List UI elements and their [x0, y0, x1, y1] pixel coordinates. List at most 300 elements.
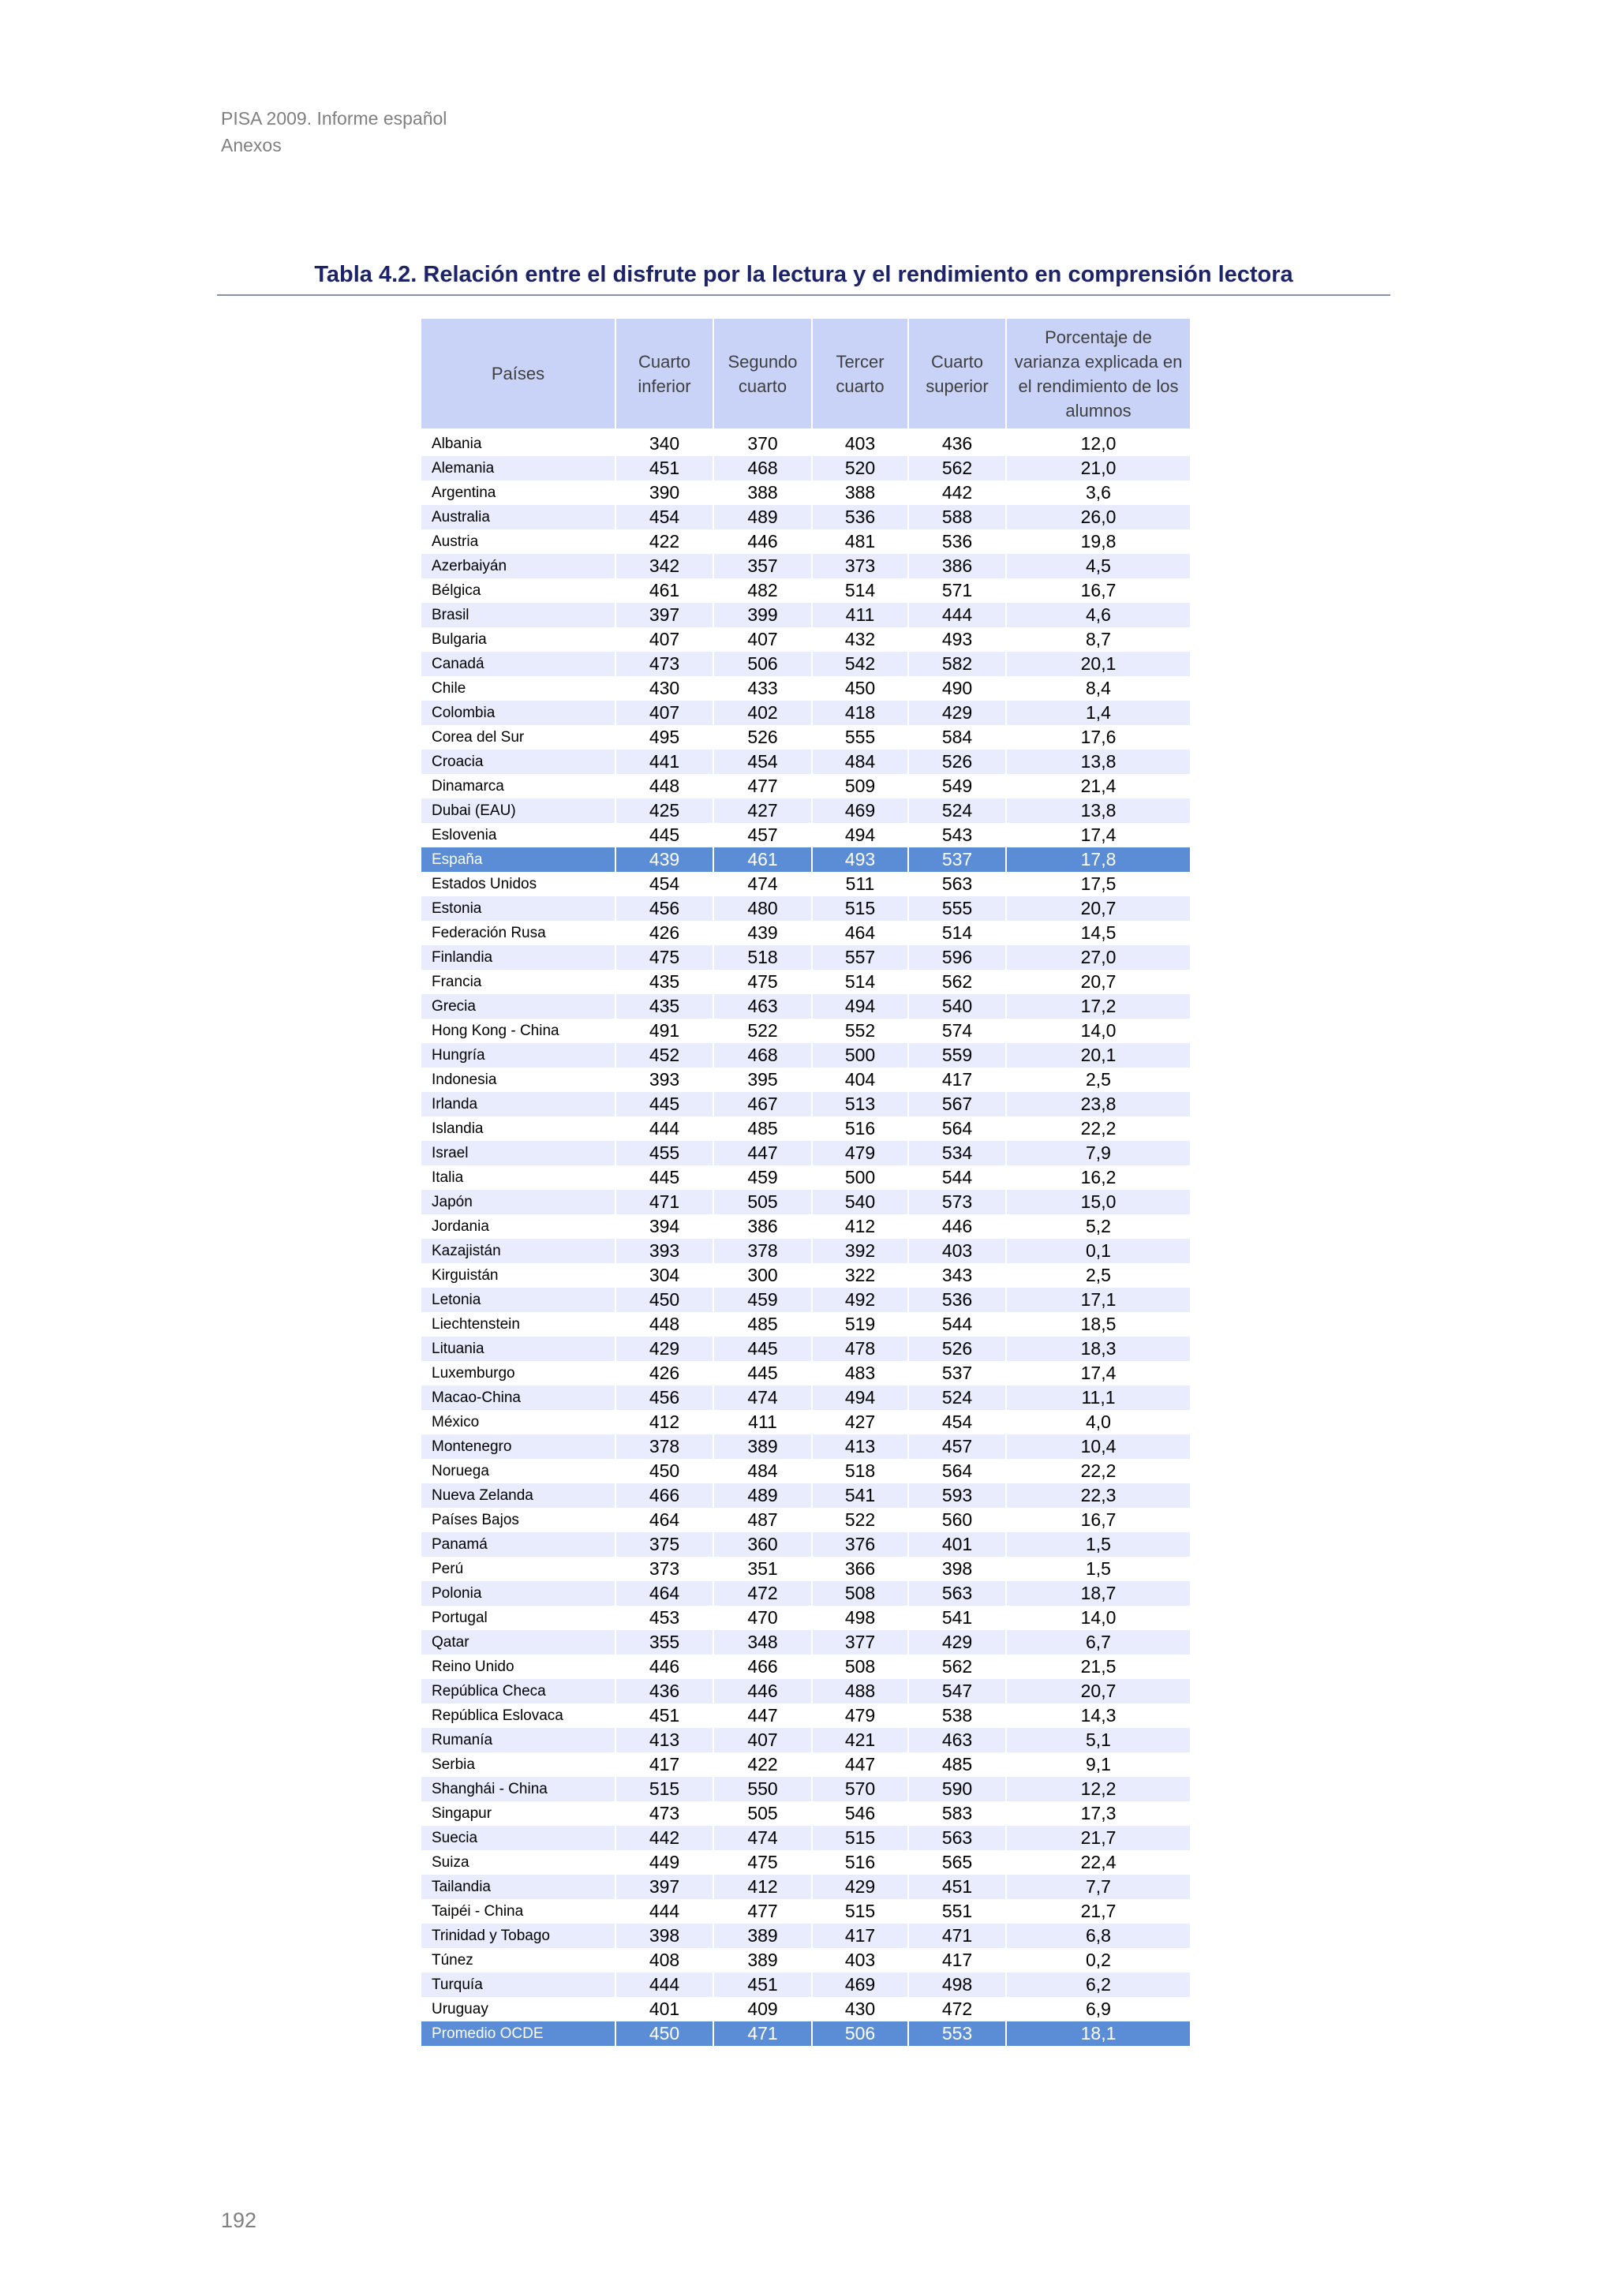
country-cell: Japón	[421, 1190, 616, 1214]
tercer-cuarto-cell: 469	[813, 798, 909, 823]
segundo-cuarto-cell: 389	[714, 1924, 813, 1948]
country-cell: Perú	[421, 1557, 616, 1581]
cuarto-inferior-cell: 444	[616, 1973, 714, 1997]
cuarto-superior-cell: 565	[909, 1850, 1007, 1875]
tercer-cuarto-cell: 488	[813, 1679, 909, 1703]
country-cell: Francia	[421, 970, 616, 994]
table-row	[421, 1581, 1190, 1606]
tercer-cuarto-cell: 515	[813, 1826, 909, 1850]
country-cell: Nueva Zelanda	[421, 1483, 616, 1508]
porcentaje-varianza-cell: 27,0	[1080, 947, 1117, 967]
tercer-cuarto-cell: 403	[813, 1948, 909, 1973]
tercer-cuarto-cell: 479	[813, 1703, 909, 1728]
cuarto-superior-cell: 553	[909, 2021, 1007, 2046]
country-cell: Israel	[421, 1141, 616, 1165]
segundo-cuarto-cell: 399	[714, 603, 813, 627]
porcentaje-varianza-cell: 14,3	[1080, 1705, 1117, 1726]
cuarto-superior-cell: 562	[909, 970, 1007, 994]
porcentaje-varianza-cell: 16,7	[1080, 1509, 1117, 1530]
porcentaje-varianza-cell: 17,2	[1080, 996, 1117, 1016]
cuarto-inferior-cell: 445	[616, 1092, 714, 1116]
tercer-cuarto-cell: 388	[813, 481, 909, 505]
cuarto-inferior-cell: 439	[616, 847, 714, 872]
country-cell: Albania	[421, 432, 616, 456]
porcentaje-varianza-cell: 14,5	[1080, 922, 1117, 943]
cuarto-inferior-cell: 450	[616, 1459, 714, 1483]
tercer-cuarto-cell: 427	[813, 1410, 909, 1434]
cuarto-superior-cell: 574	[909, 1019, 1007, 1043]
porcentaje-varianza-cell: 8,4	[1086, 678, 1111, 698]
cuarto-superior-cell: 417	[909, 1948, 1007, 1973]
table-row	[421, 1924, 1190, 1948]
porcentaje-varianza-cell: 22,2	[1080, 1118, 1117, 1139]
cuarto-inferior-cell: 342	[616, 554, 714, 578]
segundo-cuarto-cell: 477	[714, 774, 813, 798]
table-row	[421, 872, 1190, 896]
cuarto-inferior-cell: 375	[616, 1532, 714, 1557]
country-cell: Reino Unido	[421, 1655, 616, 1679]
segundo-cuarto-cell: 474	[714, 1385, 813, 1410]
segundo-cuarto-cell: 461	[714, 847, 813, 872]
tercer-cuarto-cell: 516	[813, 1116, 909, 1141]
segundo-cuarto-cell: 300	[714, 1263, 813, 1288]
table-row	[421, 1703, 1190, 1728]
cuarto-inferior-cell: 461	[616, 578, 714, 603]
porcentaje-varianza-cell: 0,2	[1086, 1950, 1111, 1970]
cuarto-inferior-cell: 408	[616, 1948, 714, 1973]
porcentaje-varianza-cell: 15,0	[1080, 1191, 1117, 1212]
segundo-cuarto-cell: 412	[714, 1875, 813, 1899]
table-row	[421, 1875, 1190, 1899]
cuarto-superior-cell: 588	[909, 505, 1007, 529]
segundo-cuarto-cell: 474	[714, 1826, 813, 1850]
table-row	[421, 1288, 1190, 1312]
country-cell: Australia	[421, 505, 616, 529]
table-row	[421, 1361, 1190, 1385]
segundo-cuarto-cell: 487	[714, 1508, 813, 1532]
country-cell: Croacia	[421, 750, 616, 774]
tercer-cuarto-cell: 557	[813, 945, 909, 970]
cuarto-superior-cell: 534	[909, 1141, 1007, 1165]
country-cell: Canadá	[421, 652, 616, 676]
porcentaje-varianza-cell: 1,5	[1086, 1534, 1111, 1554]
table-row	[421, 456, 1190, 481]
segundo-cuarto-cell: 446	[714, 1679, 813, 1703]
porcentaje-varianza-cell: 14,0	[1080, 1020, 1117, 1041]
country-cell: Serbia	[421, 1752, 616, 1777]
porcentaje-varianza-cell: 26,0	[1080, 507, 1117, 527]
cuarto-superior-cell: 429	[909, 1630, 1007, 1655]
tercer-cuarto-cell: 498	[813, 1606, 909, 1630]
segundo-cuarto-cell: 407	[714, 1728, 813, 1752]
tercer-cuarto-cell: 509	[813, 774, 909, 798]
table-row	[421, 1043, 1190, 1068]
cuarto-superior-cell: 417	[909, 1068, 1007, 1092]
tercer-cuarto-cell: 500	[813, 1165, 909, 1190]
segundo-cuarto-cell: 468	[714, 1043, 813, 1068]
tercer-cuarto-cell: 418	[813, 701, 909, 725]
segundo-cuarto-cell: 360	[714, 1532, 813, 1557]
table-row	[421, 1165, 1190, 1190]
table-row	[421, 701, 1190, 725]
porcentaje-varianza-cell: 18,5	[1080, 1314, 1117, 1334]
table-row	[421, 994, 1190, 1019]
cuarto-inferior-cell: 444	[616, 1899, 714, 1924]
segundo-cuarto-cell: 389	[714, 1948, 813, 1973]
cuarto-inferior-cell: 426	[616, 921, 714, 945]
porcentaje-varianza-cell: 1,4	[1086, 702, 1111, 723]
porcentaje-varianza-cell: 17,4	[1080, 1363, 1117, 1383]
tercer-cuarto-cell: 469	[813, 1973, 909, 1997]
table-row	[421, 970, 1190, 994]
table-row	[421, 1997, 1190, 2021]
segundo-cuarto-cell: 411	[714, 1410, 813, 1434]
porcentaje-varianza-cell: 21,7	[1080, 1827, 1117, 1848]
cuarto-inferior-cell: 355	[616, 1630, 714, 1655]
cuarto-inferior-cell: 393	[616, 1068, 714, 1092]
cuarto-superior-cell: 562	[909, 456, 1007, 481]
table-row	[421, 529, 1190, 554]
porcentaje-varianza-cell: 18,1	[1080, 2023, 1117, 2044]
country-cell: República Checa	[421, 1679, 616, 1703]
country-cell: Trinidad y Tobago	[421, 1924, 616, 1948]
table-row	[421, 1337, 1190, 1361]
segundo-cuarto-cell: 389	[714, 1434, 813, 1459]
table-row	[421, 1116, 1190, 1141]
table-row	[421, 676, 1190, 701]
table-row	[421, 798, 1190, 823]
table-row	[421, 481, 1190, 505]
country-cell: Dubai (EAU)	[421, 798, 616, 823]
cuarto-superior-cell: 543	[909, 823, 1007, 847]
tercer-cuarto-cell: 522	[813, 1508, 909, 1532]
table-row	[421, 1141, 1190, 1165]
tercer-cuarto-cell: 494	[813, 823, 909, 847]
table-row	[421, 432, 1190, 456]
tercer-cuarto-cell: 514	[813, 970, 909, 994]
cuarto-inferior-cell: 473	[616, 1801, 714, 1826]
tercer-cuarto-cell: 481	[813, 529, 909, 554]
tercer-cuarto-cell: 541	[813, 1483, 909, 1508]
tercer-cuarto-cell: 540	[813, 1190, 909, 1214]
table-row	[421, 1630, 1190, 1655]
segundo-cuarto-cell: 370	[714, 432, 813, 456]
cuarto-superior-cell: 524	[909, 1385, 1007, 1410]
porcentaje-varianza-cell: 21,7	[1080, 1901, 1117, 1921]
cuarto-inferior-cell: 466	[616, 1483, 714, 1508]
tercer-cuarto-cell: 417	[813, 1924, 909, 1948]
country-cell: Estados Unidos	[421, 872, 616, 896]
cuarto-superior-cell: 563	[909, 1826, 1007, 1850]
segundo-cuarto-cell: 409	[714, 1997, 813, 2021]
porcentaje-varianza-cell: 22,2	[1080, 1460, 1117, 1481]
porcentaje-varianza-cell: 10,4	[1080, 1436, 1117, 1457]
porcentaje-varianza-cell: 22,3	[1080, 1485, 1117, 1505]
tercer-cuarto-cell: 492	[813, 1288, 909, 1312]
segundo-cuarto-cell: 471	[714, 2021, 813, 2046]
segundo-cuarto-cell: 439	[714, 921, 813, 945]
cuarto-superior-cell: 584	[909, 725, 1007, 750]
table-row	[421, 1801, 1190, 1826]
cuarto-inferior-cell: 491	[616, 1019, 714, 1043]
table-row	[421, 603, 1190, 627]
tercer-cuarto-cell: 447	[813, 1752, 909, 1777]
country-cell: Federación Rusa	[421, 921, 616, 945]
country-cell: Hungría	[421, 1043, 616, 1068]
cuarto-inferior-cell: 401	[616, 1997, 714, 2021]
porcentaje-varianza-cell: 6,9	[1086, 1999, 1111, 2019]
cuarto-superior-cell: 537	[909, 847, 1007, 872]
cuarto-inferior-cell: 451	[616, 1703, 714, 1728]
cuarto-inferior-cell: 373	[616, 1557, 714, 1581]
cuarto-superior-cell: 583	[909, 1801, 1007, 1826]
country-cell: Macao-China	[421, 1385, 616, 1410]
porcentaje-varianza-cell: 17,5	[1080, 873, 1117, 894]
cuarto-inferior-cell: 412	[616, 1410, 714, 1434]
country-cell: Singapur	[421, 1801, 616, 1826]
tercer-cuarto-cell: 478	[813, 1337, 909, 1361]
country-cell: Luxemburgo	[421, 1361, 616, 1385]
tercer-cuarto-cell: 421	[813, 1728, 909, 1752]
cuarto-superior-cell: 401	[909, 1532, 1007, 1557]
porcentaje-varianza-cell: 5,1	[1086, 1729, 1111, 1750]
country-cell: Chile	[421, 676, 616, 701]
segundo-cuarto-cell: 506	[714, 652, 813, 676]
porcentaje-varianza-cell: 22,4	[1080, 1852, 1117, 1872]
country-cell: Suiza	[421, 1850, 616, 1875]
cuarto-superior-cell: 562	[909, 1655, 1007, 1679]
segundo-cuarto-cell: 422	[714, 1752, 813, 1777]
country-cell: Brasil	[421, 603, 616, 627]
porcentaje-varianza-cell: 20,1	[1080, 1045, 1117, 1065]
porcentaje-varianza-cell: 17,4	[1080, 825, 1117, 845]
country-cell: Argentina	[421, 481, 616, 505]
porcentaje-varianza-cell: 9,1	[1086, 1754, 1111, 1774]
country-cell: Islandia	[421, 1116, 616, 1141]
cuarto-inferior-cell: 456	[616, 896, 714, 921]
porcentaje-varianza-cell: 5,2	[1086, 1216, 1111, 1236]
table-row	[421, 1655, 1190, 1679]
table-title: Tabla 4.2. Relación entre el disfrute por la lectura y el rendimiento en comprensión lectora	[314, 262, 1293, 287]
tercer-cuarto-cell: 494	[813, 994, 909, 1019]
cuarto-inferior-cell: 446	[616, 1655, 714, 1679]
tercer-cuarto-cell: 506	[813, 2021, 909, 2046]
column-header-paises: Países	[421, 319, 616, 428]
cuarto-inferior-cell: 407	[616, 701, 714, 725]
cuarto-inferior-cell: 430	[616, 676, 714, 701]
porcentaje-varianza-cell: 3,6	[1086, 482, 1111, 503]
table-row	[421, 1459, 1190, 1483]
cuarto-inferior-cell: 453	[616, 1606, 714, 1630]
tercer-cuarto-cell: 515	[813, 896, 909, 921]
porcentaje-varianza-cell: 12,0	[1080, 433, 1117, 454]
porcentaje-varianza-cell: 17,3	[1080, 1803, 1117, 1823]
tercer-cuarto-cell: 322	[813, 1263, 909, 1288]
table-row	[421, 1214, 1190, 1239]
country-cell: Corea del Sur	[421, 725, 616, 750]
tercer-cuarto-cell: 366	[813, 1557, 909, 1581]
segundo-cuarto-cell: 445	[714, 1337, 813, 1361]
segundo-cuarto-cell: 480	[714, 896, 813, 921]
porcentaje-varianza-cell: 1,5	[1086, 1558, 1111, 1579]
table-row	[421, 1092, 1190, 1116]
tercer-cuarto-cell: 518	[813, 1459, 909, 1483]
cuarto-inferior-cell: 397	[616, 603, 714, 627]
table-row-highlighted	[421, 847, 1190, 872]
cuarto-superior-cell: 498	[909, 1973, 1007, 1997]
segundo-cuarto-cell: 348	[714, 1630, 813, 1655]
column-header-porcentaje-varianza	[1007, 319, 1190, 428]
tercer-cuarto-cell: 373	[813, 554, 909, 578]
segundo-cuarto-cell: 467	[714, 1092, 813, 1116]
cuarto-superior-cell: 537	[909, 1361, 1007, 1385]
country-cell: Suecia	[421, 1826, 616, 1850]
cuarto-inferior-cell: 448	[616, 774, 714, 798]
cuarto-superior-cell: 493	[909, 627, 1007, 652]
table-row	[421, 1019, 1190, 1043]
country-cell: Qatar	[421, 1630, 616, 1655]
cuarto-inferior-cell: 426	[616, 1361, 714, 1385]
porcentaje-varianza-cell: 19,8	[1080, 531, 1117, 552]
segundo-cuarto-cell: 518	[714, 945, 813, 970]
tercer-cuarto-cell: 412	[813, 1214, 909, 1239]
segundo-cuarto-cell: 386	[714, 1214, 813, 1239]
country-cell: Tailandia	[421, 1875, 616, 1899]
tercer-cuarto-cell: 450	[813, 676, 909, 701]
cuarto-inferior-cell: 435	[616, 994, 714, 1019]
cuarto-inferior-cell: 417	[616, 1752, 714, 1777]
porcentaje-varianza-cell: 13,8	[1080, 751, 1117, 772]
cuarto-superior-cell: 485	[909, 1752, 1007, 1777]
cuarto-inferior-cell: 449	[616, 1850, 714, 1875]
porcentaje-varianza-cell: 17,8	[1080, 849, 1117, 869]
segundo-cuarto-cell: 522	[714, 1019, 813, 1043]
table-row	[421, 1973, 1190, 1997]
cuarto-inferior-cell: 398	[616, 1924, 714, 1948]
cuarto-inferior-cell: 445	[616, 823, 714, 847]
tercer-cuarto-cell: 552	[813, 1019, 909, 1043]
cuarto-inferior-cell: 390	[616, 481, 714, 505]
cuarto-inferior-cell: 436	[616, 1679, 714, 1703]
segundo-cuarto-cell: 484	[714, 1459, 813, 1483]
tercer-cuarto-cell: 430	[813, 1997, 909, 2021]
table-row	[421, 1385, 1190, 1410]
country-cell: Polonia	[421, 1581, 616, 1606]
tercer-cuarto-cell: 432	[813, 627, 909, 652]
cuarto-superior-cell: 540	[909, 994, 1007, 1019]
tercer-cuarto-cell: 513	[813, 1092, 909, 1116]
cuarto-superior-cell: 536	[909, 529, 1007, 554]
segundo-cuarto-cell: 550	[714, 1777, 813, 1801]
porcentaje-varianza-cell: 12,2	[1080, 1778, 1117, 1799]
porcentaje-varianza-cell: 18,7	[1080, 1583, 1117, 1603]
cuarto-superior-cell: 559	[909, 1043, 1007, 1068]
cuarto-inferior-cell: 397	[616, 1875, 714, 1899]
country-cell: Shanghái - China	[421, 1777, 616, 1801]
porcentaje-varianza-cell: 21,4	[1080, 776, 1117, 796]
tercer-cuarto-cell: 515	[813, 1899, 909, 1924]
tercer-cuarto-cell: 520	[813, 456, 909, 481]
porcentaje-varianza-cell: 7,9	[1086, 1142, 1111, 1163]
table-row	[421, 896, 1190, 921]
porcentaje-varianza-cell: 14,0	[1080, 1607, 1117, 1628]
tercer-cuarto-cell: 404	[813, 1068, 909, 1092]
table-row	[421, 1777, 1190, 1801]
porcentaje-varianza-cell: 21,5	[1080, 1656, 1117, 1677]
segundo-cuarto-cell: 357	[714, 554, 813, 578]
cuarto-superior-cell: 444	[909, 603, 1007, 627]
cuarto-superior-cell: 538	[909, 1703, 1007, 1728]
cuarto-inferior-cell: 495	[616, 725, 714, 750]
cuarto-superior-cell: 442	[909, 481, 1007, 505]
cuarto-superior-cell: 544	[909, 1165, 1007, 1190]
segundo-cuarto-cell: 447	[714, 1141, 813, 1165]
porcentaje-varianza-cell: 20,7	[1080, 1681, 1117, 1701]
title-underline	[217, 294, 1390, 296]
cuarto-inferior-cell: 393	[616, 1239, 714, 1263]
porcentaje-varianza-cell: 16,2	[1080, 1167, 1117, 1187]
cuarto-inferior-cell: 454	[616, 872, 714, 896]
country-cell: Turquía	[421, 1973, 616, 1997]
page-number: 192	[221, 2208, 257, 2232]
cuarto-superior-cell: 567	[909, 1092, 1007, 1116]
table-row	[421, 725, 1190, 750]
porcentaje-varianza-cell: 20,1	[1080, 653, 1117, 674]
tercer-cuarto-cell: 500	[813, 1043, 909, 1068]
table-row	[421, 1434, 1190, 1459]
running-header-section: Anexos	[221, 135, 282, 155]
table-body	[421, 432, 1190, 2046]
porcentaje-varianza-cell: 17,1	[1080, 1289, 1117, 1310]
segundo-cuarto-cell: 466	[714, 1655, 813, 1679]
segundo-cuarto-cell: 459	[714, 1288, 813, 1312]
country-cell: Hong Kong - China	[421, 1019, 616, 1043]
column-header-cuarto-inferior: Cuarto inferior	[616, 319, 714, 428]
table-row	[421, 1826, 1190, 1850]
cuarto-inferior-cell: 454	[616, 505, 714, 529]
segundo-cuarto-cell: 446	[714, 529, 813, 554]
tercer-cuarto-cell: 479	[813, 1141, 909, 1165]
segundo-cuarto-cell: 459	[714, 1165, 813, 1190]
country-cell: Bulgaria	[421, 627, 616, 652]
cuarto-inferior-cell: 422	[616, 529, 714, 554]
country-cell: Estonia	[421, 896, 616, 921]
table-header-row	[421, 319, 1190, 428]
cuarto-superior-cell: 544	[909, 1312, 1007, 1337]
cuarto-inferior-cell: 378	[616, 1434, 714, 1459]
cuarto-inferior-cell: 451	[616, 456, 714, 481]
porcentaje-varianza-cell: 4,6	[1086, 604, 1111, 625]
country-cell: Bélgica	[421, 578, 616, 603]
cuarto-superior-cell: 446	[909, 1214, 1007, 1239]
cuarto-inferior-cell: 515	[616, 1777, 714, 1801]
country-cell: Liechtenstein	[421, 1312, 616, 1337]
table-row	[421, 921, 1190, 945]
porcentaje-varianza-cell: 0,1	[1086, 1240, 1111, 1261]
table-row	[421, 1948, 1190, 1973]
tercer-cuarto-cell: 377	[813, 1630, 909, 1655]
cuarto-inferior-cell: 429	[616, 1337, 714, 1361]
table-row	[421, 1899, 1190, 1924]
cuarto-superior-cell: 549	[909, 774, 1007, 798]
cuarto-superior-cell: 403	[909, 1239, 1007, 1263]
porcentaje-varianza-cell: 6,8	[1086, 1925, 1111, 1946]
cuarto-superior-cell: 582	[909, 652, 1007, 676]
cuarto-superior-cell: 436	[909, 432, 1007, 456]
tercer-cuarto-cell: 570	[813, 1777, 909, 1801]
country-cell: Portugal	[421, 1606, 616, 1630]
tercer-cuarto-cell: 514	[813, 578, 909, 603]
